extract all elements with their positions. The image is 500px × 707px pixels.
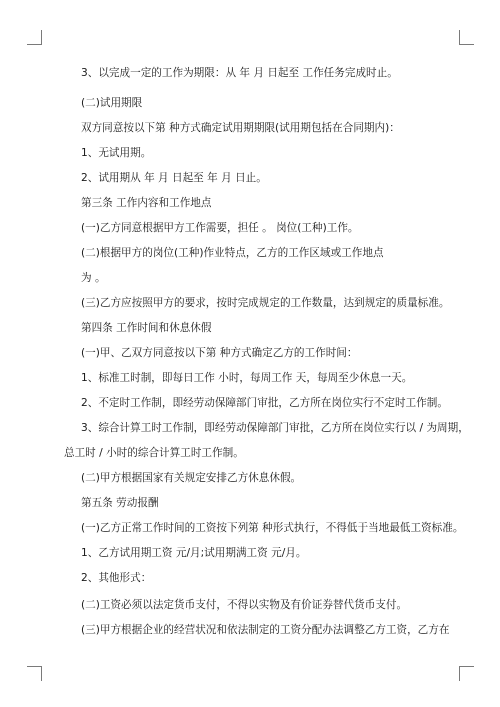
text-line: 1、标准工时制，即每日工作 小时，每周工作 天，每周至少休息一天。 — [81, 372, 413, 384]
crop-mark-bottom-left — [27, 666, 42, 681]
section-heading: 第四条 工作时间和休息休假 — [81, 322, 212, 334]
text-line: (一)乙方同意根据甲方工作需要，担任 。 岗位(工种)工作。 — [81, 222, 359, 234]
text-line: 2、其他形式： — [81, 572, 152, 584]
text-line: (一)甲、乙双方同意按以下第 种方式确定乙方的工作时间： — [81, 347, 358, 359]
text-line: (二)试用期限 — [81, 97, 143, 109]
section-heading: 第五条 劳动报酬 — [81, 497, 159, 509]
text-line: 1、乙方试用期工资 元/月;试用期满工资 元/月。 — [81, 547, 307, 559]
crop-mark-top-left — [27, 30, 42, 45]
text-line: 3、综合计算工时工作制，即经劳动保障部门审批，乙方所在岗位实行以 / 为周期， — [81, 422, 469, 434]
text-line: (二)甲方根据国家有关规定安排乙方休息休假。 — [81, 472, 302, 484]
section-heading: 第三条 工作内容和工作地点 — [81, 197, 212, 209]
text-line: (三)乙方应按照甲方的要求，按时完成规定的工作数量，达到规定的质量标准。 — [81, 297, 450, 309]
text-line: 1、无试用期。 — [81, 147, 152, 159]
text-line: 2、试用期从 年 月 日起至 年 月 日止。 — [81, 172, 267, 184]
text-line: (三)甲方根据企业的经营状况和依法制定的工资分配办法调整乙方工资，乙方在 — [81, 624, 450, 636]
text-line: 为 。 — [81, 272, 106, 284]
text-line: 总工时 / 小时的综合计算工时工作制。 — [64, 447, 244, 459]
text-line: 3、以完成一定的工作为期限：从 年 月 日起至 工作任务完成时止。 — [81, 67, 398, 79]
text-line: 双方同意按以下第 种方式确定试用期期限(试用期包括在合同期内)： — [81, 122, 400, 134]
text-line: 2、不定时工作制，即经劳动保障部门审批，乙方所在岗位实行不定时工作制。 — [81, 397, 448, 409]
text-line: (二)工资必须以法定货币支付，不得以实物及有价证券替代货币支付。 — [81, 599, 408, 611]
text-line: (一)乙方正常工作时间的工资按下列第 种形式执行，不得低于当地最低工资标准。 — [81, 522, 464, 534]
crop-mark-top-right — [459, 30, 474, 45]
crop-mark-bottom-right — [459, 666, 474, 681]
text-line: (二)根据甲方的岗位(工种)作业特点，乙方的工作区域或工作地点 — [81, 247, 384, 259]
